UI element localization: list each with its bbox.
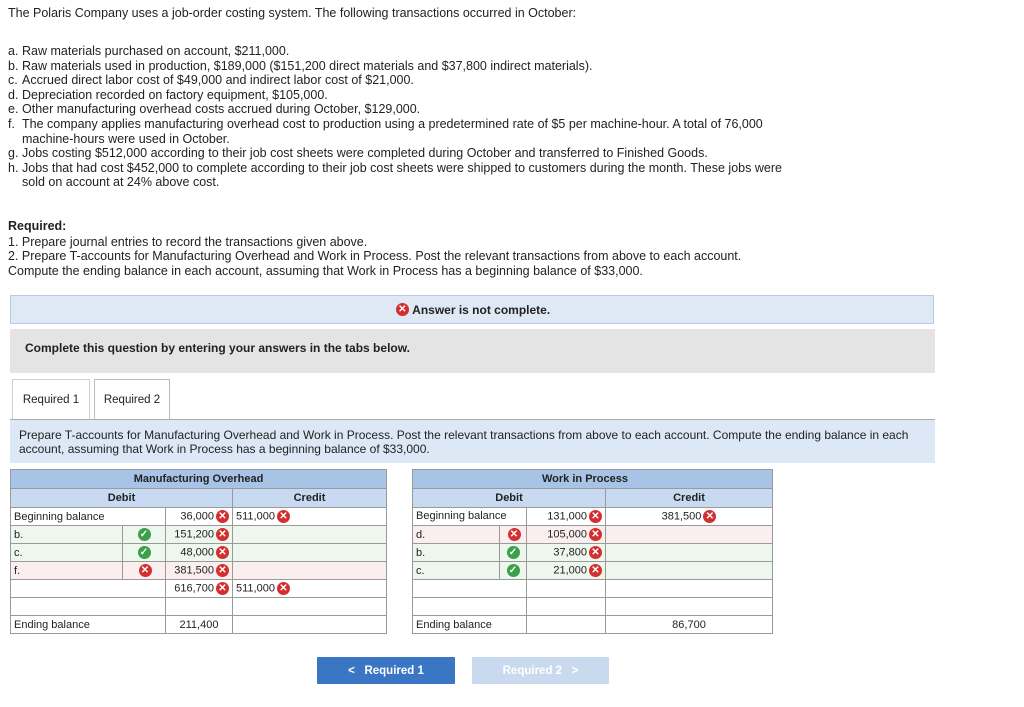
required-item-3: Compute the ending balance in each account, assuming that Work in Process has a beginning balance of $33,000. [8,264,643,278]
mo-debit-header: Debit [11,489,233,508]
next-button[interactable]: Required 2 > [472,657,609,684]
mo-row-credit[interactable] [233,526,387,544]
error-icon: ✕ [508,528,521,541]
list-item: e. Other manufacturing overhead costs accrued during October, $129,000. [8,102,421,117]
wip-title: Work in Process [413,470,773,489]
instruction-box [10,420,935,463]
list-item: c. Accrued direct labor cost of $49,000 and indirect labor cost of $21,000. [8,73,414,88]
error-icon: ✕ [216,564,229,577]
list-item: d. Depreciation recorded on factory equipment, $105,000. [8,87,328,102]
mo-row-debit[interactable]: 381,500 ✕ [166,562,233,580]
error-icon: ✕ [216,510,229,523]
complete-prompt-box [10,329,935,373]
wip-row-label[interactable]: c. [413,562,500,580]
wip-row-credit[interactable] [606,526,773,544]
wip-ending-label: Ending balance [413,616,527,634]
mo-row-debit[interactable]: 48,000 ✕ [166,544,233,562]
tab-required-2[interactable]: Required 2 [94,379,170,419]
wip-row-credit[interactable] [606,544,773,562]
wip-row-label[interactable]: d. [413,526,500,544]
mo-total-debit[interactable]: 616,700 ✕ [166,580,233,598]
wip-row-debit[interactable]: 37,800 ✕ [527,544,606,562]
mo-row-debit[interactable]: 151,200 ✕ [166,526,233,544]
wip-row-label[interactable]: b. [413,544,500,562]
mo-row-label[interactable]: f. [11,562,123,580]
question-intro: The Polaris Company uses a job-order costing system. The following transactions occurred in October: [8,6,577,20]
mo-total-credit[interactable]: 511,000 ✕ [233,580,387,598]
chevron-left-icon: < [348,664,355,677]
error-icon: ✕ [589,564,602,577]
mo-ending-value: 211,400 [166,616,233,634]
required-heading: Required: [8,219,67,233]
wip-row-debit[interactable]: 21,000 ✕ [527,562,606,580]
wip-beginning-debit[interactable]: 131,000 ✕ [527,508,606,526]
mo-t-account [10,469,387,634]
error-icon: ✕ [216,582,229,595]
instruction-text: Prepare T-accounts for Manufacturing Overhead and Work in Process. Post the relevant transactions from above to each account. Compute the ending balance in each account, assuming that Work in Process has a beginning balance of $33,000. [19,428,909,456]
mo-beginning-debit[interactable]: 36,000 ✕ [166,508,233,526]
list-item: g. Jobs costing $512,000 according to their job cost sheets were completed during October and transferred to Finished Goods. [8,146,708,161]
complete-prompt: Complete this question by entering your answers in the tabs below. [25,341,410,355]
error-icon: ✕ [216,528,229,541]
error-icon: ✕ [589,510,602,523]
error-icon: ✕ [139,564,152,577]
check-icon: ✓ [138,546,151,559]
error-icon: ✕ [277,582,290,595]
answer-status-banner: ✕ Answer is not complete. [10,295,934,324]
wip-beginning-credit[interactable]: 381,500 ✕ [606,508,773,526]
list-item: h. Jobs that had cost $452,000 to complete according to their job cost sheets were shipped to customers during the month. These jobs were sold on account at 24% above cost. [8,160,782,190]
mo-credit-header: Credit [233,489,387,508]
mo-row-label[interactable]: c. [11,544,123,562]
wip-beginning-label: Beginning balance [413,508,527,526]
required-item-2: 2. Prepare T-accounts for Manufacturing Overhead and Work in Process. Post the relevant transactions from above to each account. [8,249,742,263]
prev-button[interactable]: < Required 1 [317,657,455,684]
wip-row-credit[interactable] [606,562,773,580]
error-icon: ✕ [589,546,602,559]
mo-ending-label: Ending balance [11,616,166,634]
error-icon: ✕ [277,510,290,523]
error-icon: ✕ [216,546,229,559]
mo-beginning-credit[interactable]: 511,000 ✕ [233,508,387,526]
list-item: b. Raw materials used in production, $189,000 ($151,200 direct materials and $37,800 indirect materials). [8,58,593,73]
wip-debit-header: Debit [413,489,606,508]
check-icon: ✓ [507,564,520,577]
check-icon: ✓ [507,546,520,559]
error-icon: ✕ [396,303,409,316]
required-item-1: 1. Prepare journal entries to record the transactions given above. [8,235,368,249]
mo-title: Manufacturing Overhead [11,470,387,489]
wip-ending-value: 86,700 [606,616,773,634]
wip-row-debit[interactable]: 105,000 ✕ [527,526,606,544]
wip-credit-header: Credit [606,489,773,508]
error-icon: ✕ [703,510,716,523]
tab-required-1[interactable]: Required 1 [12,379,90,419]
list-item: f. The company applies manufacturing overhead cost to production using a predetermined rate of $5 per machine-hour. A total of 76,000 machine-hours were used in October. [8,116,763,146]
mo-row-credit[interactable] [233,562,387,580]
mo-row-credit[interactable] [233,544,387,562]
chevron-right-icon: > [571,664,579,677]
transaction-list [8,44,792,190]
wip-t-account [412,469,773,634]
mo-row-label[interactable]: b. [11,526,123,544]
mo-beginning-label: Beginning balance [11,508,166,526]
error-icon: ✕ [589,528,602,541]
list-item: a. Raw materials purchased on account, $211,000. [8,44,290,58]
check-icon: ✓ [138,528,151,541]
